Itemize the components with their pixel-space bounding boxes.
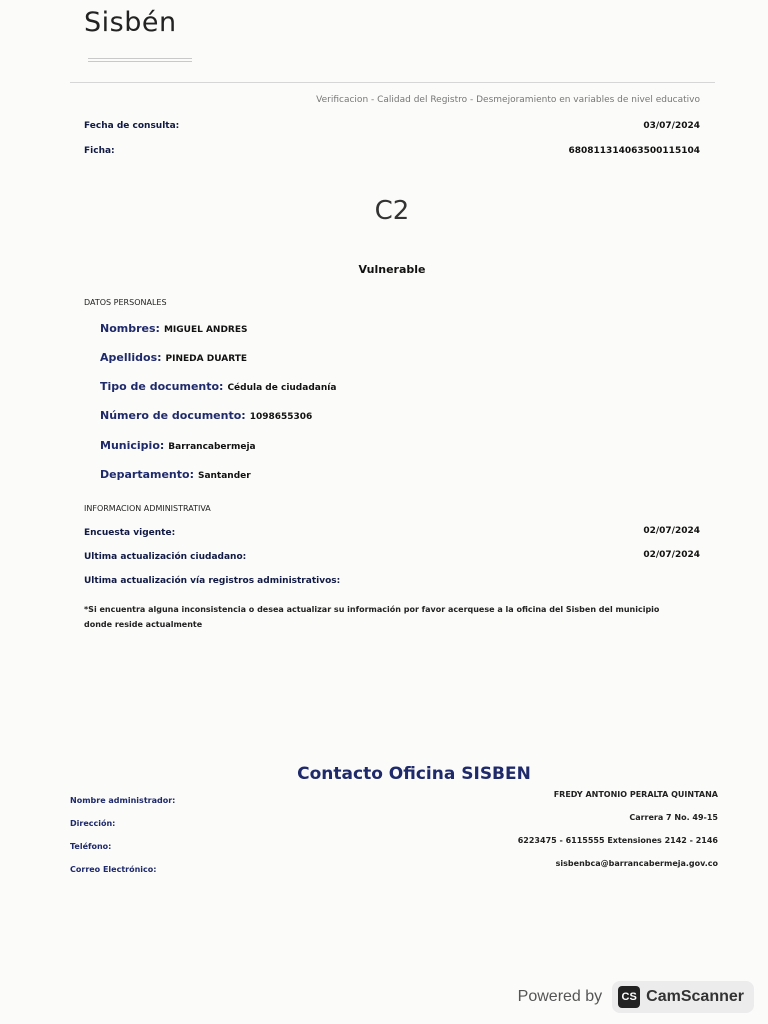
direccion-value: Carrera 7 No. 49-15 [629, 813, 718, 822]
field-label: Número de documento: [100, 409, 246, 422]
field-numero-documento [100, 409, 312, 422]
telefono-value: 6223475 - 6115555 Extensiones 2142 - 2146 [517, 836, 718, 845]
fecha-consulta-label: Fecha de consulta: [84, 121, 180, 131]
field-label: Municipio: [100, 439, 165, 452]
administrador-value: FREDY ANTONIO PERALTA QUINTANA [553, 790, 718, 799]
field-label: Departamento: [100, 468, 194, 481]
informacion-administrativa-heading: INFORMACION ADMINISTRATIVA [84, 504, 211, 513]
powered-by-text: Powered by [517, 988, 603, 1005]
field-departamento [100, 468, 251, 481]
grupo-clasificacion: C2 [374, 196, 410, 226]
ultima-actualizacion-ciudadano-label: Ultima actualización ciudadano: [84, 552, 247, 562]
field-value: PINEDA DUARTE [165, 354, 248, 364]
encuesta-vigente-label: Encuesta vigente: [84, 528, 176, 538]
field-apellidos [100, 351, 247, 364]
descripcion-clasificacion: Vulnerable [358, 263, 426, 276]
field-label: Tipo de documento: [100, 380, 224, 393]
camscanner-icon: CS [618, 986, 640, 1008]
ultima-actualizacion-ciudadano-value: 02/07/2024 [643, 550, 700, 560]
correo-label: Correo Electrónico: [70, 865, 157, 874]
field-tipo-documento [100, 380, 336, 393]
ficha-value: 68081131406350011510​4 [568, 146, 700, 156]
contacto-title: Contacto Oficina SISBEN [297, 764, 531, 784]
telefono-label: Teléfono: [70, 842, 112, 851]
camscanner-badge [612, 981, 754, 1013]
fecha-consulta-value: 03/07/2024 [643, 121, 700, 131]
field-value: 1098655306 [249, 412, 313, 422]
sisben-logo [84, 8, 194, 66]
field-municipio [100, 439, 256, 452]
camscanner-watermark [518, 981, 754, 1013]
field-value: Barrancabermeja [168, 442, 256, 452]
field-value: MIGUEL ANDRES [163, 325, 248, 335]
correo-value: sisbenbca@barrancabermeja.gov.co [555, 859, 718, 868]
logo-subtitle-lines [88, 58, 192, 62]
breadcrumb: Verificacion - Calidad del Registro - Desmejoramiento en variables de nivel educativo [316, 95, 700, 105]
administrador-label: Nombre administrador: [70, 796, 176, 805]
field-nombres [100, 322, 247, 335]
field-label: Apellidos: [100, 351, 162, 364]
datos-personales-heading: DATOS PERSONALES [84, 298, 167, 307]
direccion-label: Dirección: [70, 819, 116, 828]
camscanner-brand: CamScanner [646, 988, 744, 1005]
header-divider [70, 82, 715, 83]
ficha-label: Ficha: [84, 146, 115, 156]
field-value: Santander [197, 471, 251, 481]
nota-actualizacion: *Si encuentra alguna inconsistencia o desea actualizar su información por favor acerquese a la oficina del Sisben del municipio donde reside actualmente [84, 605, 660, 629]
logo-text: Sisbén [84, 7, 177, 38]
encuesta-vigente-value: 02/07/2024 [643, 526, 700, 536]
field-value: Cédula de ciudadanía [227, 383, 337, 393]
field-label: Nombres: [100, 322, 160, 335]
ultima-actualizacion-registros-label: Ultima actualización vía registros administrativos: [84, 576, 341, 586]
